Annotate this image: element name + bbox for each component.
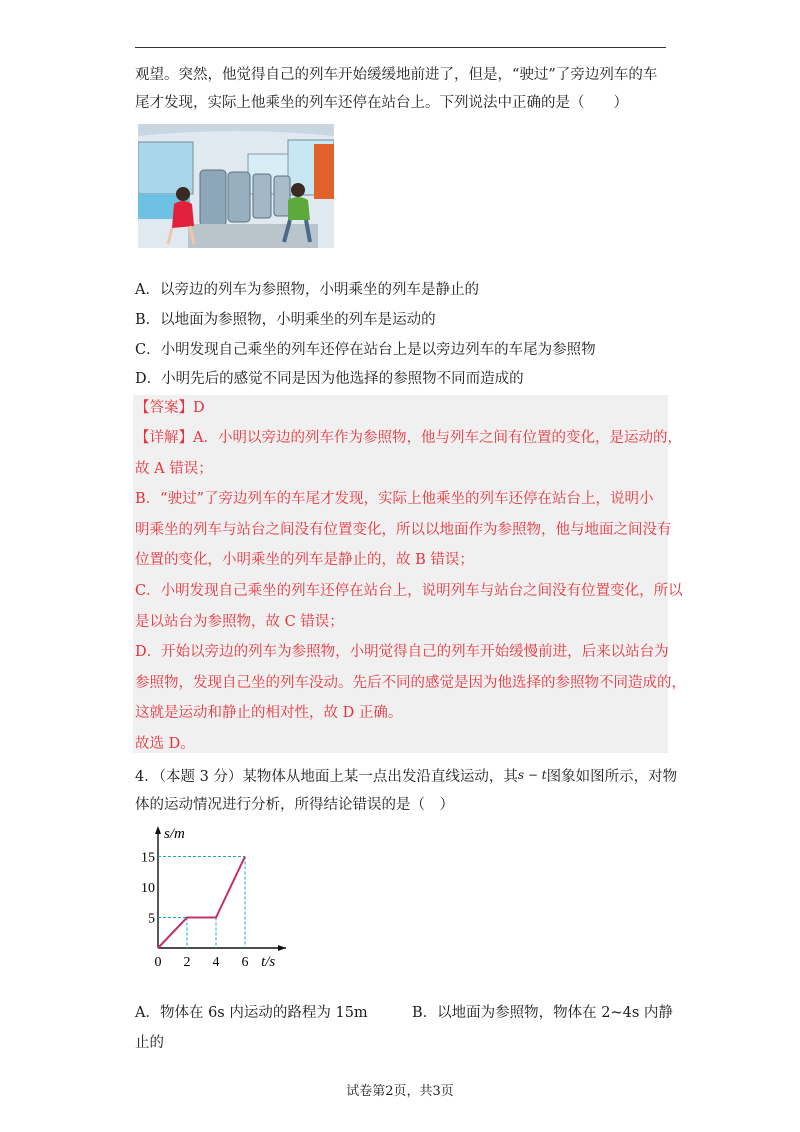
data-line (158, 857, 245, 949)
y-tick-label: 5 (148, 911, 155, 927)
q4-text-line1 (135, 765, 677, 787)
answer-box (133, 395, 668, 753)
q3-option-c: C．小明发现自己乘坐的列车还停在站台上是以旁边列车的车尾为参照物 (135, 342, 596, 358)
q3-option-d: D．小明先后的感觉不同是因为他选择的参照物不同而造成的 (135, 371, 524, 387)
q4-option-a: A．物体在 6s 内运动的路程为 15m (135, 1005, 368, 1021)
y-axis-label: s/m (164, 826, 185, 842)
q4-text-before: 4．（本题 3 分）某物体从地面上某一点出发沿直线运动，其 (135, 769, 518, 785)
s-t-graph (138, 822, 296, 972)
answer-line: 【答案】D (135, 400, 205, 416)
analysis-line-2: 故 A 错误； (135, 461, 213, 477)
analysis-line-7: 是以站台为参照物，故 C 错误； (135, 614, 344, 630)
x-tick-label: 2 (183, 955, 191, 970)
analysis-line-1: 【详解】A．小明以旁边的列车作为参照物，他与列车之间有位置的变化，是运动的， (135, 430, 682, 446)
header-rule (135, 47, 666, 48)
y-axis-arrow (155, 826, 161, 834)
q3-text-line2: 尾才发现，实际上他乘坐的列车还停在站台上。下列说法中正确的是（ ） (135, 95, 628, 111)
q4-option-b-line2: 止的 (135, 1035, 164, 1051)
analysis-line-10: 这就是运动和静止的相对性，故 D 正确。 (135, 705, 403, 721)
analysis-line-3: B．“驶过”了旁边列车的车尾才发现，实际上他乘坐的列车还停在站台上，说明小 (135, 491, 654, 507)
analysis-line-6: C．小明发现自己乘坐的列车还停在站台上，说明列车与站台之间没有位置变化，所以 (135, 583, 683, 599)
analysis-line-5: 位置的变化，小明乘坐的列车是静止的，故 B 错误； (135, 552, 474, 568)
x-tick-label: 4 (212, 955, 220, 970)
x-tick-label: 6 (241, 955, 249, 970)
train-illustration (138, 124, 334, 248)
analysis-line-8: D．开始以旁边的列车为参照物，小明觉得自己的列车开始缓慢前进，后来以站台为 (135, 644, 669, 660)
q3-option-a: A．以旁边的列车为参照物，小明乘坐的列车是静止的 (135, 282, 479, 298)
page-footer: 试卷第2页，共3页 (346, 1084, 454, 1099)
analysis-line-11: 故选 D。 (135, 736, 195, 752)
q4-text-line2: 体的运动情况进行分析，所得结论错误的是（ ） (135, 797, 454, 813)
q3-option-b: B．以地面为参照物，小明乘坐的列车是运动的 (135, 312, 436, 328)
q4-formula: s − t (517, 768, 547, 782)
y-tick-label: 15 (141, 850, 155, 866)
analysis-line-9: 参照物，发现自己坐的列车没动。先后不同的感觉是因为他选择的参照物不同造成的， (135, 675, 686, 691)
y-tick-label: 10 (141, 881, 155, 896)
analysis-line-4: 明乘坐的列车与站台之间没有位置变化，所以以地面作为参照物，他与地面之间没有 (135, 522, 672, 538)
q4-option-b-line1: B．以地面为参照物，物体在 2~4s 内静 (412, 1005, 673, 1021)
q3-text-line1: 观望。突然，他觉得自己的列车开始缓缓地前进了，但是，“驶过”了旁边列车的车 (135, 67, 658, 83)
x-axis-arrow (278, 945, 286, 951)
x-tick-label: 0 (154, 955, 162, 970)
x-axis-label: t/s (261, 954, 276, 970)
q4-text-after: 图象如图所示，对物 (546, 769, 678, 785)
